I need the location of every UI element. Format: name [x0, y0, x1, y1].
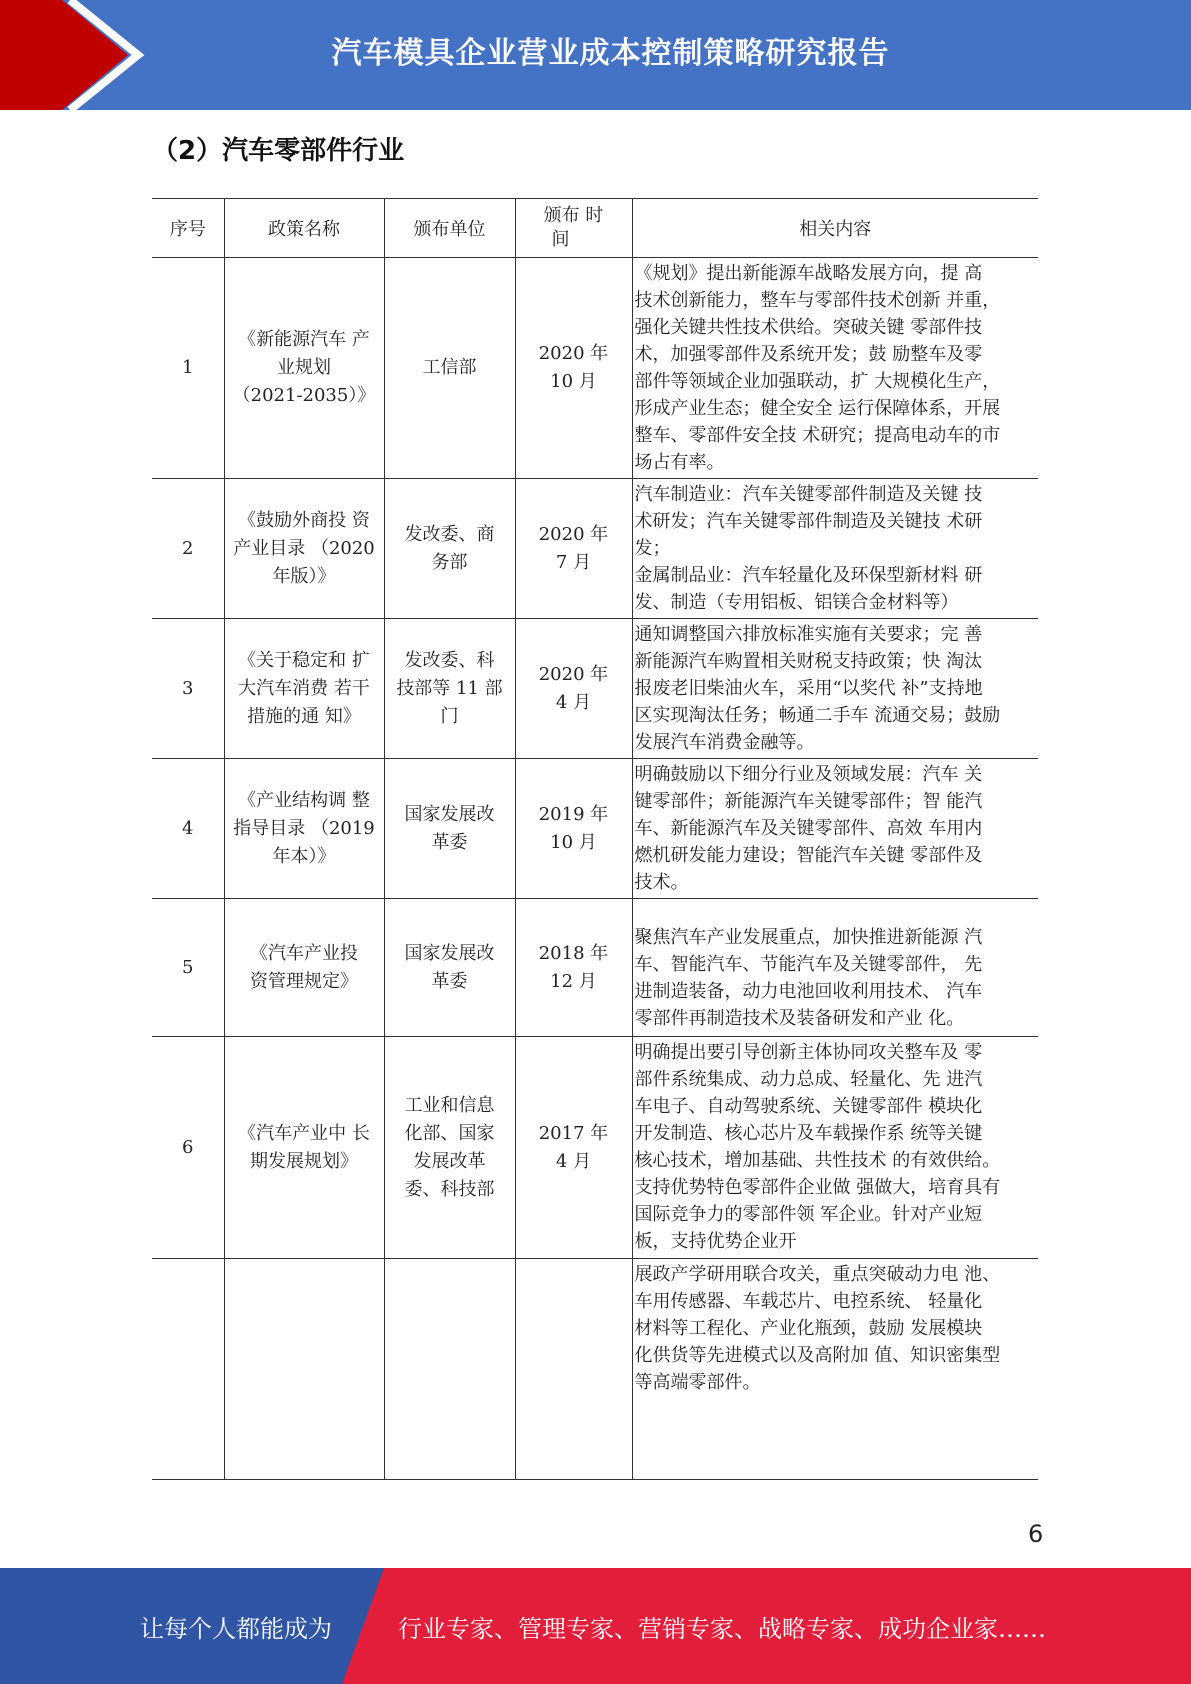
header-issuer: 颁布单位: [384, 199, 515, 258]
issuer-line: 技部等 11 部: [396, 677, 503, 699]
date-line: 2018 年: [538, 942, 609, 964]
cell-no: 2: [152, 479, 224, 619]
content-line: 术研发；汽车关键零部件制造及关键技 术研: [634, 511, 983, 532]
cell-issuer: [384, 258, 515, 479]
cell-policy-name: [224, 759, 384, 899]
header-red-arrow: [0, 0, 128, 110]
content-line: 板，支持优势企业开: [634, 1231, 797, 1252]
content-line: 技术。: [634, 872, 689, 893]
cell-policy-name: [224, 1259, 384, 1480]
issuer-line: 委、科技部: [404, 1178, 495, 1200]
issuer-line: 发改委、科: [404, 649, 495, 671]
policy-name-line: 大汽车消费 若干: [238, 677, 370, 699]
content-line: 部件等领域企业加强联动，扩 大规模化生产，: [634, 371, 1001, 392]
content-line: 区实现淘汰任务；畅通二手车 流通交易；鼓励: [634, 705, 1001, 726]
footer-banner: [0, 1568, 1191, 1684]
cell-issuer: [384, 1037, 515, 1259]
cell-date: [515, 1037, 632, 1259]
cell-policy-name: [224, 479, 384, 619]
content-line: 支持优势特色零部件企业做 强做大，培育具有: [634, 1177, 1001, 1198]
policy-name-line: 《汽车产业投: [250, 942, 358, 964]
cell-policy-name: [224, 1037, 384, 1259]
content-line: 金属制品业：汽车轻量化及环保型新材料 研: [634, 565, 983, 586]
policy-name-line: 《鼓励外商投 资: [238, 509, 370, 531]
cell-no: 3: [152, 619, 224, 759]
content-line: 开发制造、核心芯片及车载操作系 统等关键: [634, 1123, 983, 1144]
header-no: 序号: [152, 199, 224, 258]
cell-no: 5: [152, 899, 224, 1037]
header-arrow-decoration: [0, 0, 150, 110]
header-bar: [0, 0, 1191, 110]
cell-date: [515, 1259, 632, 1480]
issuer-line: 工信部: [422, 357, 477, 378]
content-line: 部件系统集成、动力总成、轻量化、先 进汽: [634, 1069, 983, 1090]
issuer-line: 发改委、商: [404, 523, 495, 545]
policy-name-line: 资管理规定》: [250, 970, 358, 992]
content-line: 技术创新能力，整车与零部件技术创新 并重，: [634, 290, 1001, 311]
content-line: 车、新能源汽车及关键零部件、高效 车用内: [634, 818, 983, 839]
date-line: 4 月: [555, 691, 592, 713]
issuer-line: 发展改革: [413, 1150, 486, 1172]
footer-slogan-right: 行业专家、管理专家、营销专家、战略专家、成功企业家……: [398, 1614, 1046, 1643]
cell-content: [632, 1037, 1038, 1259]
header-content: 相关内容: [632, 199, 1038, 258]
header-policy-name: 政策名称: [224, 199, 384, 258]
content-line: 术，加强零部件及系统开发；鼓 励整车及零: [634, 344, 983, 365]
policy-name-line: 指导目录 （2019: [233, 817, 375, 839]
cell-issuer: [384, 899, 515, 1037]
content-line: 明确鼓励以下细分行业及领域发展：汽车 关: [634, 764, 983, 785]
cell-no: 6: [152, 1037, 224, 1259]
date-line: 7 月: [555, 551, 592, 573]
content-line: 国际竞争力的零部件领 军企业。针对产业短: [634, 1204, 983, 1225]
content-line: 强化关键共性技术供给。突破关键 零部件技: [634, 317, 983, 338]
date-line: 2020 年: [538, 663, 609, 685]
policy-name-line: 年本）》: [272, 845, 336, 867]
content-line: 车、智能汽车、节能汽车及关键零部件， 先: [634, 953, 983, 975]
content-line: 通知调整国六排放标准实施有关要求；完 善: [634, 624, 983, 645]
content-line: 等高端零部件。: [634, 1372, 761, 1393]
content-line: 报废老旧柴油火车，采用“以奖代 补”支持地: [634, 678, 983, 699]
table-row: [152, 258, 1038, 479]
cell-issuer: [384, 1259, 515, 1480]
content-line: 燃机研发能力建设；智能汽车关键 零部件及: [634, 845, 983, 866]
policy-table: [152, 198, 1038, 1480]
footer-slogan-left: 让每个人都能成为: [140, 1614, 332, 1643]
content-line: 展政产学研用联合攻关，重点突破动力电 池、: [634, 1264, 1001, 1285]
issuer-line: 化部、国家: [404, 1122, 495, 1144]
cell-no: [152, 1259, 224, 1480]
date-line: 12 月: [550, 970, 597, 992]
issuer-line: 务部: [431, 551, 468, 573]
policy-name-line: 业规划: [277, 357, 331, 378]
cell-content: [632, 619, 1038, 759]
cell-date: [515, 258, 632, 479]
table-row: [152, 619, 1038, 759]
header-date: [515, 199, 632, 258]
issuer-line: 革委: [431, 970, 468, 992]
issuer-line: 革委: [431, 831, 468, 853]
cell-content: [632, 258, 1038, 479]
cell-issuer: [384, 759, 515, 899]
policy-name-line: 《关于稳定和 扩: [238, 649, 370, 671]
table-row: [152, 899, 1038, 1037]
content-line: 新能源汽车购置相关财税支持政策；快 淘汰: [634, 651, 983, 672]
header-date-line: 颁布 时: [543, 205, 604, 226]
cell-policy-name: [224, 899, 384, 1037]
date-line: 10 月: [550, 831, 597, 853]
cell-policy-name: [224, 258, 384, 479]
content-line: 化供货等先进模式以及高附加 值、知识密集型: [634, 1345, 1001, 1366]
content-line: 明确提出要引导创新主体协同攻关整车及 零: [634, 1042, 983, 1063]
cell-policy-name: [224, 619, 384, 759]
date-line: 2017 年: [538, 1122, 609, 1144]
cell-content: [632, 899, 1038, 1037]
date-line: 10 月: [550, 371, 597, 392]
policy-name-line: 《新能源汽车 产: [238, 329, 370, 350]
content-line: 场占有率。: [634, 452, 725, 473]
policy-name-line: 《产业结构调 整: [238, 789, 370, 811]
cell-no: 1: [152, 258, 224, 479]
policy-name-line: 措施的通 知》: [247, 705, 361, 727]
content-line: 发；: [634, 538, 671, 559]
cell-no: 4: [152, 759, 224, 899]
cell-issuer: [384, 619, 515, 759]
table-row: [152, 1037, 1038, 1259]
content-line: 材料等工程化、产业化瓶颈，鼓励 发展模块: [634, 1318, 983, 1339]
content-line: 形成产业生态；健全安全 运行保障体系，开展: [634, 398, 1001, 419]
table-row: [152, 1259, 1038, 1480]
policy-name-line: 《汽车产业中 长: [238, 1122, 370, 1144]
issuer-line: 工业和信息: [404, 1094, 495, 1116]
policy-name-line: 期发展规划》: [250, 1150, 358, 1172]
content-line: 键零部件；新能源汽车关键零部件；智 能汽: [634, 791, 983, 812]
cell-content: [632, 479, 1038, 619]
cell-issuer: [384, 479, 515, 619]
date-line: 2020 年: [538, 523, 609, 545]
content-line: 发、制造（专用铝板、铝镁合金材料等）: [634, 592, 959, 613]
date-line: 2020 年: [538, 343, 609, 364]
content-line: 汽车制造业：汽车关键零部件制造及关键 技: [634, 484, 983, 505]
header-date-line: 间: [551, 229, 570, 250]
content-line: 聚焦汽车产业发展重点，加快推进新能源 汽: [634, 926, 983, 948]
cell-content: [632, 759, 1038, 899]
content-line: 发展汽车消费金融等。: [634, 732, 815, 753]
content-line: 《规划》提出新能源车战略发展方向，提 高: [634, 263, 983, 284]
cell-date: [515, 899, 632, 1037]
content-line: 车用传感器、车载芯片、电控系统、 轻量化: [634, 1291, 983, 1312]
cell-date: [515, 619, 632, 759]
policy-name-line: 产业目录 （2020: [233, 537, 375, 559]
cell-date: [515, 759, 632, 899]
content-line: 核心技术，增加基础、共性技术 的有效供给。: [634, 1150, 1001, 1171]
policy-name-line: 年版）》: [272, 565, 336, 587]
table-row: [152, 479, 1038, 619]
content-line: 零部件再制造技术及装备研发和产业 化。: [634, 1007, 965, 1029]
content-line: 车电子、自动驾驶系统、关键零部件 模块化: [634, 1096, 983, 1117]
issuer-line: 国家发展改: [404, 803, 495, 825]
policy-name-line: （2021-2035）》: [232, 385, 376, 406]
date-line: 4 月: [555, 1150, 592, 1172]
date-line: 2019 年: [538, 803, 609, 825]
table-header-row: [152, 199, 1038, 258]
table-row: [152, 759, 1038, 899]
issuer-line: 门: [440, 705, 459, 727]
report-title: 汽车模具企业营业成本控制策略研究报告: [331, 36, 890, 71]
cell-content: [632, 1259, 1038, 1480]
page-number: 6: [1028, 1520, 1044, 1548]
content-line: 整车、零部件安全技 术研究；提高电动车的市: [634, 425, 1001, 446]
content-line: 进制造装备，动力电池回收利用技术、 汽车: [634, 980, 983, 1002]
issuer-line: 国家发展改: [404, 942, 495, 964]
cell-date: [515, 479, 632, 619]
section-title: （2）汽车零部件行业: [152, 136, 405, 166]
